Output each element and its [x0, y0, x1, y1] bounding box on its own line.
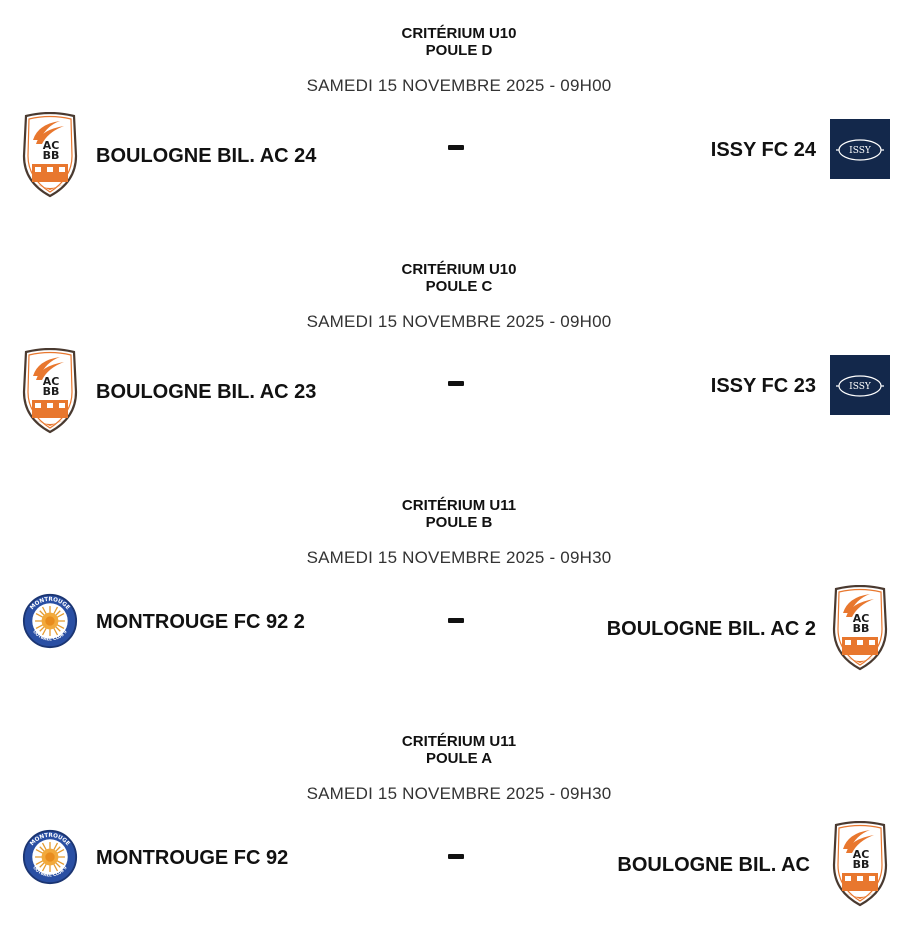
pool-name: POULE C [425, 278, 493, 295]
competition-heading [0, 261, 918, 295]
competition-heading [0, 25, 918, 59]
score-separator [448, 381, 464, 386]
competition-name: CRITÉRIUM U10 [401, 261, 517, 278]
match-card[interactable] [0, 236, 918, 472]
away-team-name[interactable]: BOULOGNE BIL. AC 2 [606, 618, 816, 640]
issy-badge-icon [830, 119, 890, 179]
match-date: SAMEDI 15 NOVEMBRE 2025 - 09H30 [306, 548, 612, 567]
score-separator [448, 145, 464, 150]
away-team-name[interactable]: BOULOGNE BIL. AC [617, 854, 810, 876]
match-card[interactable] [0, 472, 918, 708]
competition-name: CRITÉRIUM U11 [401, 733, 517, 750]
away-team-name[interactable]: ISSY FC 23 [710, 375, 816, 397]
acbb-crest-icon [20, 348, 80, 434]
acbb-crest-icon [830, 821, 890, 907]
competition-name: CRITÉRIUM U10 [401, 25, 517, 42]
issy-badge-icon [830, 355, 890, 415]
home-team-name[interactable]: BOULOGNE BIL. AC 23 [96, 381, 317, 403]
match-date: SAMEDI 15 NOVEMBRE 2025 - 09H00 [306, 312, 612, 331]
svg-text:ISSY: ISSY [849, 382, 871, 392]
home-team-name[interactable]: BOULOGNE BIL. AC 24 [96, 145, 317, 167]
pool-name: POULE D [425, 42, 493, 59]
pool-name: POULE A [425, 750, 493, 767]
svg-text:ISSY: ISSY [849, 146, 871, 156]
away-team-name[interactable]: ISSY FC 24 [710, 139, 816, 161]
pool-name: POULE B [425, 514, 493, 531]
match-card[interactable] [0, 0, 918, 236]
match-date: SAMEDI 15 NOVEMBRE 2025 - 09H00 [306, 76, 612, 95]
home-team-name[interactable]: MONTROUGE FC 92 [96, 847, 289, 869]
score-separator [448, 854, 464, 859]
montrouge-crest-icon [22, 593, 78, 649]
match-card[interactable] [0, 708, 918, 936]
home-team-name[interactable]: MONTROUGE FC 92 2 [96, 611, 305, 633]
competition-name: CRITÉRIUM U11 [401, 497, 517, 514]
montrouge-crest-icon [22, 829, 78, 885]
competition-heading [0, 497, 918, 531]
acbb-crest-icon [830, 585, 890, 671]
acbb-crest-icon [20, 112, 80, 198]
score-separator [448, 618, 464, 623]
competition-heading [0, 733, 918, 767]
match-date: SAMEDI 15 NOVEMBRE 2025 - 09H30 [306, 784, 612, 803]
